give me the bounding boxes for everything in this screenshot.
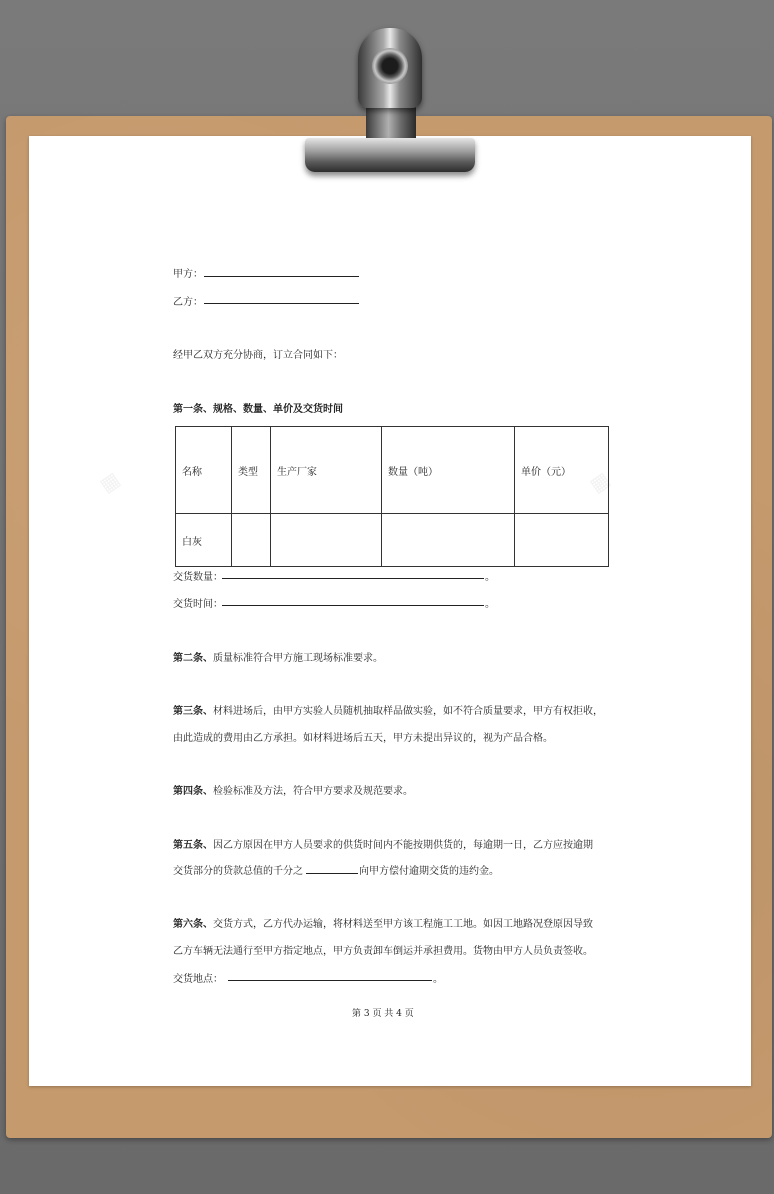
article1-title: 第一条、规格、数量、单价及交货时间: [173, 404, 343, 415]
article5-line2b: 向甲方偿付逾期交货的违约金。: [359, 866, 499, 877]
intro-text: 经甲乙双方充分协商，订立合同如下：: [173, 350, 343, 361]
article3-head: 第三条、: [173, 706, 213, 717]
article6-head: 第六条、: [173, 919, 213, 930]
delivery-time-period: 。: [485, 599, 495, 610]
article5-text1: 因乙方原因在甲方人员要求的供货时间内不能按期供货的，每逾期一日，乙方应按逾期: [213, 840, 593, 851]
party-a-label: 甲方：: [173, 269, 203, 280]
article6-line2: 乙方车辆无法通行至甲方指定地点，甲方负责卸车倒运并承担费用。货物由甲方人员负责签收。: [173, 946, 593, 957]
header-cell-type: 类型: [232, 427, 271, 514]
party-b-blank[interactable]: [204, 303, 359, 304]
article5-line2a: 交货部分的贷款总值的千分之: [173, 866, 303, 877]
delivery-place-label: 交货地点：: [173, 974, 223, 985]
party-b-label: 乙方：: [173, 297, 203, 308]
article4: [173, 782, 413, 797]
article2-head: 第二条、: [173, 653, 213, 664]
delivery-qty-label: 交货数量：: [173, 572, 223, 583]
cell-unit-price: [515, 514, 609, 567]
penalty-rate-blank[interactable]: [306, 873, 358, 874]
article3-line1: [173, 702, 603, 717]
header-cell-unit-price: 单价（元）: [515, 427, 609, 514]
cell-type: [232, 514, 271, 567]
cell-name: 白灰: [176, 514, 232, 567]
header-cell-name: 名称: [176, 427, 232, 514]
header-cell-manufacturer: 生产厂家: [271, 427, 382, 514]
page-number: 第 3 页 共 4 页: [352, 1009, 414, 1019]
delivery-place-blank[interactable]: [228, 980, 432, 981]
table-row: [176, 514, 609, 567]
cell-manufacturer: [271, 514, 382, 567]
article4-body: 检验标准及方法，符合甲方要求及规范要求。: [213, 786, 413, 797]
article5-line1: [173, 836, 593, 851]
delivery-time-blank[interactable]: [222, 605, 484, 606]
delivery-place-period: 。: [433, 974, 443, 985]
article3-line2: 由此造成的费用由乙方承担。如材料进场后五天，甲方未提出异议的，视为产品合格。: [173, 733, 553, 744]
watermark: ▦: [94, 466, 125, 498]
delivery-time-label: 交货时间：: [173, 599, 223, 610]
watermark: ▦: [584, 466, 615, 498]
party-a-blank[interactable]: [204, 276, 359, 277]
binder-clip: [305, 138, 475, 172]
spec-table: [175, 426, 609, 567]
table-header-row: [176, 427, 609, 514]
header-cell-quantity: 数量（吨）: [382, 427, 515, 514]
article2: [173, 649, 383, 664]
cell-quantity: [382, 514, 515, 567]
delivery-qty-period: 。: [485, 572, 495, 583]
clip-ring-hole: [372, 48, 408, 84]
article3-text1: 材料进场后，由甲方实验人员随机抽取样品做实验，如不符合质量要求，甲方有权拒收，: [213, 706, 603, 717]
article6-line1: [173, 915, 593, 930]
article5-head: 第五条、: [173, 840, 213, 851]
article6-text1: 交货方式，乙方代办运输，将材料送至甲方该工程施工工地。如因工地路况登原因导致: [213, 919, 593, 930]
delivery-qty-blank[interactable]: [222, 578, 484, 579]
article2-body: 质量标准符合甲方施工现场标准要求。: [213, 653, 383, 664]
article4-head: 第四条、: [173, 786, 213, 797]
